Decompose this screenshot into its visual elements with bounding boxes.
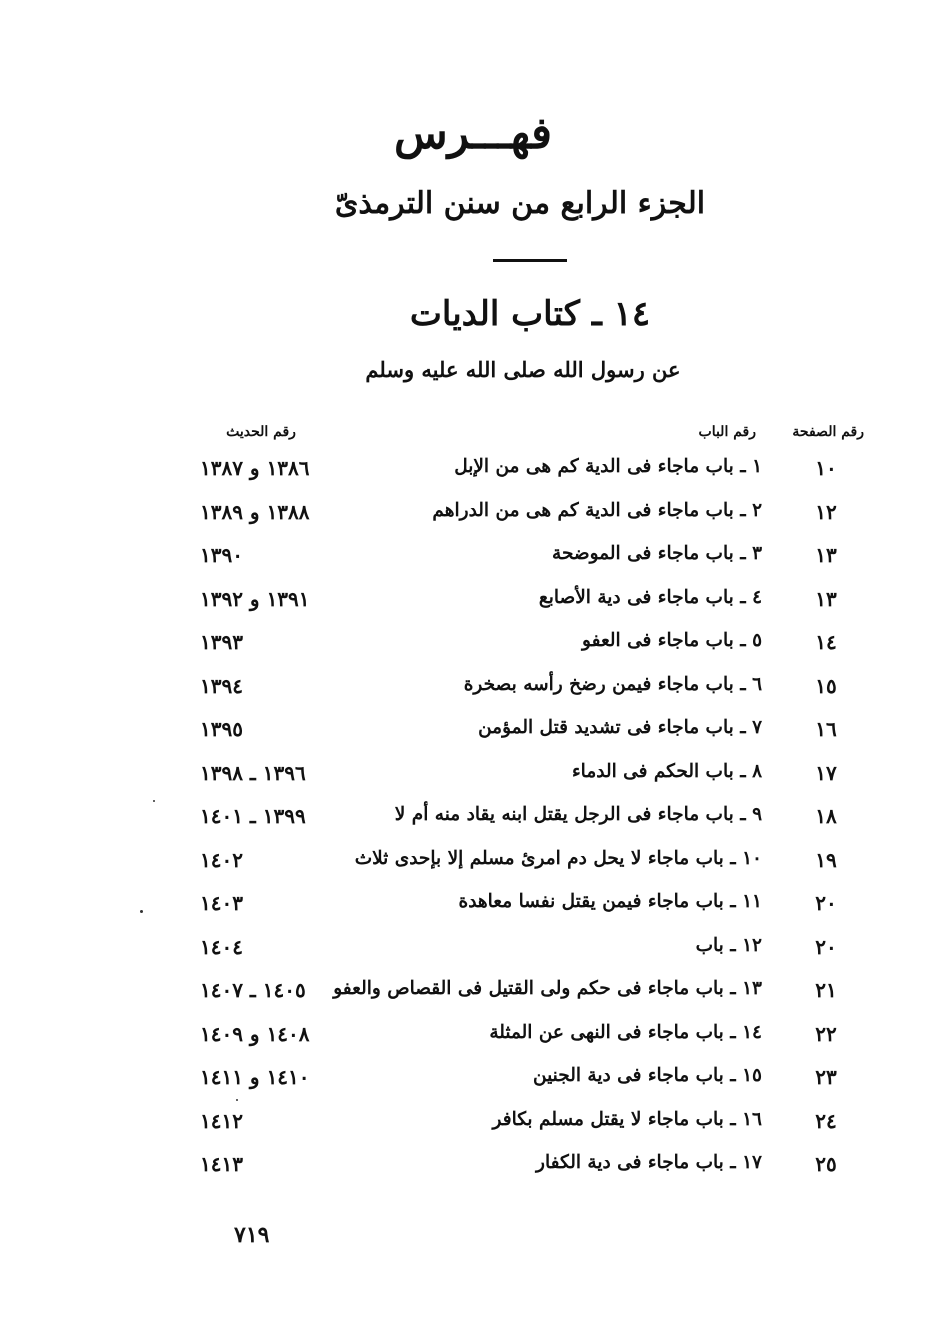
- row-hadith-numbers: ١٣٩٠: [200, 543, 243, 567]
- row-hadith-numbers: ١٤٠٨ و ١٤٠٩: [200, 1021, 310, 1046]
- index-row: [0, 579, 946, 623]
- index-row: [0, 492, 946, 536]
- print-speck: [236, 1099, 238, 1101]
- row-chapter-title: ٨ ـ باب الحكم فى الدماء: [571, 760, 762, 782]
- index-subtitle: الجزء الرابع من سنن الترمذىّ: [334, 186, 706, 221]
- book-subtitle: عن رسول الله صلى الله عليه وسلم: [365, 357, 681, 382]
- row-page-number: ١٥: [815, 673, 837, 698]
- row-page-number: ٢٤: [815, 1108, 837, 1133]
- index-row: [0, 666, 946, 710]
- row-chapter-title: ٤ ـ باب ماجاء فى دية الأصابع: [538, 586, 762, 608]
- index-row: [0, 927, 946, 971]
- book-title: ١٤ ـ كتاب الديات: [409, 294, 651, 334]
- index-title: فهـــرس: [394, 108, 552, 159]
- row-chapter-title: ١٤ ـ باب ماجاء فى النهى عن المثلة: [489, 1021, 762, 1043]
- column-header-chapter: رقم الباب: [698, 424, 756, 440]
- row-chapter-title: ٦ ـ باب ماجاء فيمن رضخ رأسه بصخرة: [463, 673, 762, 695]
- column-header-page: رقم الصفحة: [792, 424, 864, 440]
- index-row: [0, 448, 946, 492]
- row-hadith-numbers: ١٤١٢: [200, 1108, 243, 1133]
- row-hadith-numbers: ١٣٩٣: [200, 630, 243, 654]
- column-header-hadith: رقم الحديث: [226, 424, 296, 440]
- row-page-number: ٢٣: [815, 1065, 837, 1089]
- index-row: [0, 840, 946, 884]
- title-divider: [493, 259, 567, 262]
- index-table: [0, 448, 946, 1188]
- index-row: [0, 1014, 946, 1058]
- row-chapter-title: ١٣ ـ باب ماجاء فى حكم ولى القتيل فى القصاص والعفو: [333, 978, 762, 999]
- index-row: [0, 1057, 946, 1101]
- row-hadith-numbers: ١٤٠٣: [200, 891, 243, 915]
- row-page-number: ١٣: [815, 543, 837, 567]
- row-hadith-numbers: ١٣٨٨ و ١٣٨٩: [200, 499, 310, 524]
- row-chapter-title: ١٠ ـ باب ماجاء لا يحل دم امرئ مسلم إلا بإحدى ثلاث: [354, 847, 762, 869]
- row-chapter-title: ٣ ـ باب ماجاء فى الموضحة: [552, 543, 762, 564]
- row-page-number: ١٤: [815, 630, 837, 654]
- row-page-number: ١٨: [815, 804, 837, 828]
- row-chapter-title: ٥ ـ باب ماجاء فى العفو: [582, 630, 762, 651]
- row-chapter-title: ١١ ـ باب ماجاء فيمن يقتل نفسا معاهدة: [458, 891, 762, 912]
- row-page-number: ٢٢: [815, 1021, 837, 1046]
- row-page-number: ١٣: [815, 586, 837, 611]
- row-chapter-title: ١٥ ـ باب ماجاء فى دية الجنين: [533, 1065, 762, 1086]
- index-row: [0, 883, 946, 927]
- index-row: [0, 535, 946, 579]
- row-chapter-title: ٢ ـ باب ماجاء فى الدية كم هى من الدراهم: [432, 499, 762, 521]
- row-hadith-numbers: ١٣٨٦ و ١٣٨٧: [200, 456, 310, 480]
- row-hadith-numbers: ١٤١٣: [200, 1152, 243, 1176]
- index-row: [0, 709, 946, 753]
- index-row: [0, 1144, 946, 1188]
- row-page-number: ٢٠: [815, 934, 837, 959]
- row-hadith-numbers: ١٣٩١ و ١٣٩٢: [200, 586, 310, 611]
- index-row: [0, 1101, 946, 1145]
- row-hadith-numbers: ١٣٩٥: [200, 717, 243, 741]
- row-hadith-numbers: ١٣٩٤: [200, 673, 243, 698]
- index-row: [0, 622, 946, 666]
- print-speck: [153, 800, 155, 802]
- row-page-number: ١٢: [815, 499, 837, 524]
- row-page-number: ١٦: [815, 717, 837, 741]
- row-chapter-title: ٩ ـ باب ماجاء فى الرجل يقتل ابنه يقاد منه أم لا: [394, 804, 762, 825]
- row-hadith-numbers: ١٤٠٤: [200, 934, 243, 959]
- print-speck: [140, 910, 143, 913]
- row-hadith-numbers: ١٣٩٦ ـ ١٣٩٨: [200, 760, 306, 785]
- row-chapter-title: ١ ـ باب ماجاء فى الدية كم هى من الإبل: [454, 456, 762, 477]
- row-page-number: ٢٥: [815, 1152, 837, 1176]
- row-chapter-title: ٧ ـ باب ماجاء فى تشديد قتل المؤمن: [478, 717, 762, 738]
- row-chapter-title: ١٢ ـ باب: [695, 934, 762, 956]
- index-row: [0, 796, 946, 840]
- row-hadith-numbers: ١٣٩٩ ـ ١٤٠١: [200, 804, 306, 828]
- row-page-number: ١٩: [815, 847, 837, 872]
- row-page-number: ١٠: [815, 456, 837, 480]
- row-page-number: ١٧: [815, 760, 837, 785]
- index-row: [0, 970, 946, 1014]
- index-row: [0, 753, 946, 797]
- row-hadith-numbers: ١٤٠٢: [200, 847, 243, 872]
- row-hadith-numbers: ١٤٠٥ ـ ١٤٠٧: [200, 978, 306, 1002]
- row-chapter-title: ١٧ ـ باب ماجاء فى دية الكفار: [536, 1152, 762, 1173]
- row-page-number: ٢٠: [815, 891, 837, 915]
- row-page-number: ٢١: [815, 978, 837, 1002]
- row-hadith-numbers: ١٤١٠ و ١٤١١: [200, 1065, 310, 1089]
- row-chapter-title: ١٦ ـ باب ماجاء لا يقتل مسلم بكافر: [492, 1108, 762, 1130]
- page-number: ٧١٩: [234, 1222, 270, 1248]
